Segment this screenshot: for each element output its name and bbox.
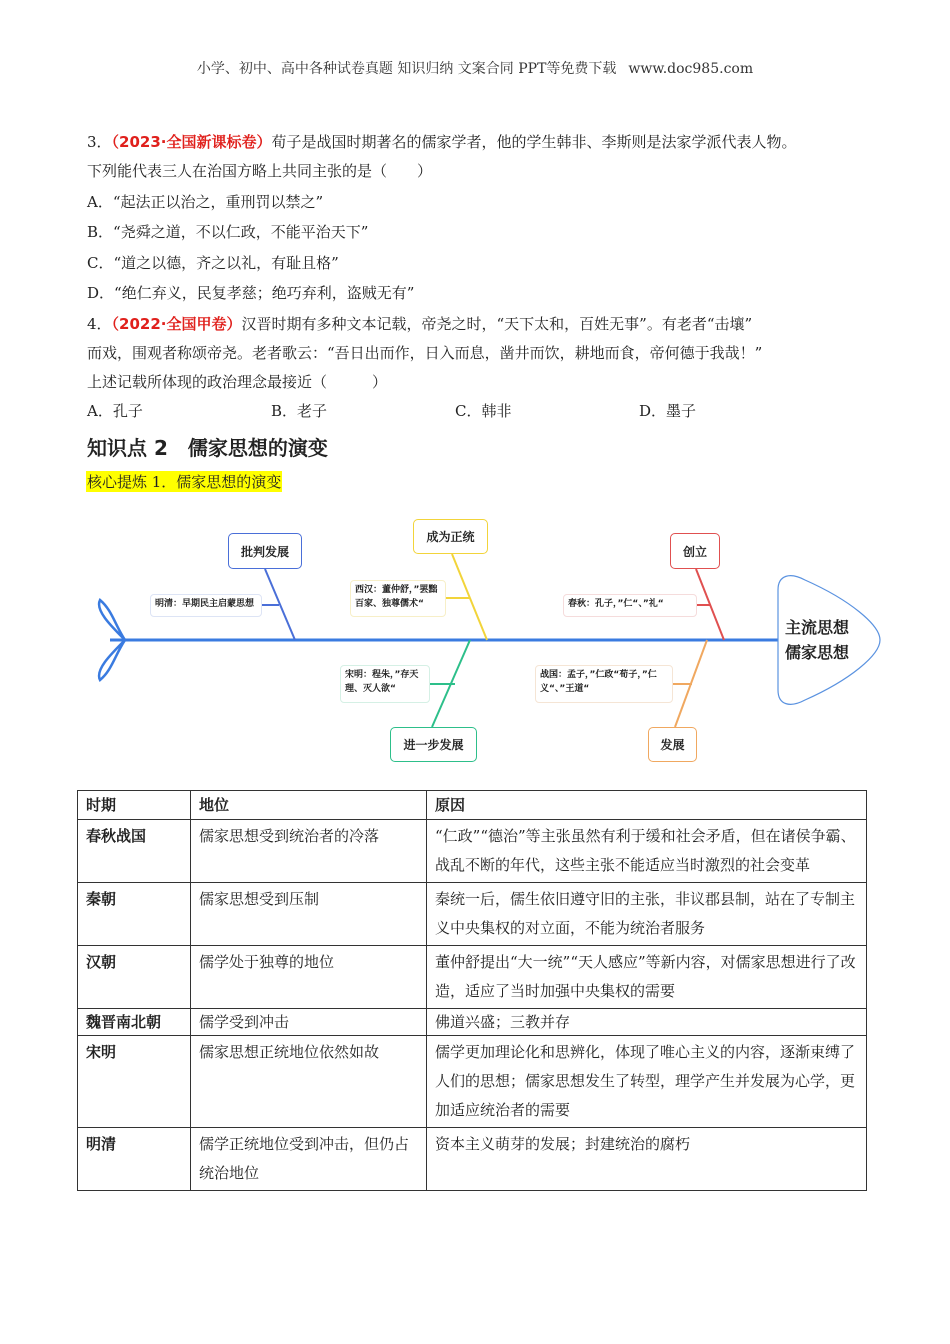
cell-period: 春秋战国 xyxy=(78,820,191,883)
branch-label-founding: 创立 xyxy=(670,533,720,569)
head-line2: 儒家思想 xyxy=(785,643,850,662)
cell-period: 明清 xyxy=(78,1128,191,1191)
cell-period: 汉朝 xyxy=(78,946,191,1009)
section-title: 知识点 2 儒家思想的演变 xyxy=(87,436,328,460)
q4-number: 4． xyxy=(87,315,112,333)
table-row xyxy=(78,946,867,1009)
branch-note-zhanguo: 战国：孟子，”仁政“荀子，”仁义“、”王道“ xyxy=(535,665,673,703)
branch-note-mingqing: 明清：早期民主启蒙思想 xyxy=(150,594,262,617)
cell-period: 魏晋南北朝 xyxy=(78,1009,191,1036)
q3-source: （2023·全国新课标卷） xyxy=(111,133,272,151)
q4-option-a: A．孔子 xyxy=(87,402,143,420)
q4-option-b: B．老子 xyxy=(271,402,328,420)
q3-text1: 荀子是战国时期著名的儒家学者，他的学生韩非、李斯则是法家学派代表人物。 xyxy=(271,133,797,151)
q3-option-d: D．“绝仁弃义，民复孝慈；绝巧弃利，盗贼无有” xyxy=(87,284,415,302)
header-text: 小学、初中、高中各种试卷真题 知识归纳 文案合同 PPT等免费下载 xyxy=(196,61,617,77)
fish-head-label xyxy=(785,615,849,665)
cell-reason: 资本主义萌芽的发展；封建统治的腐朽 xyxy=(427,1128,867,1191)
table-row xyxy=(78,1128,867,1191)
cell-reason: 儒学更加理论化和思辨化，体现了唯心主义的内容，逐渐束缚了人们的思想；儒家思想发生了转型，理学产生并发展为心学，更加适应统治者的需要 xyxy=(427,1036,867,1128)
cell-period: 秦朝 xyxy=(78,883,191,946)
q3-option-a: A．“起法正以治之，重刑罚以禁之” xyxy=(87,193,324,211)
col-period: 时期 xyxy=(78,791,191,820)
branch-note-xihan: 西汉：董仲舒，”罢黜百家、独尊儒术“ xyxy=(350,580,446,617)
table-header-row xyxy=(78,791,867,820)
q4-line2: 而戏，围观者称颂帝尧。老者歌云：“吾日出而作，日入而息，凿井而饮，耕地而食，帝何德于我哉！” xyxy=(87,344,763,362)
cell-reason: 董仲舒提出“大一统”“天人感应”等新内容，对儒家思想进行了改造，适应了当时加强中央集权的需要 xyxy=(427,946,867,1009)
col-status: 地位 xyxy=(191,791,427,820)
q4-line3: 上述记载所体现的政治理念最接近（ ） xyxy=(87,373,388,391)
cell-reason: “仁政”“德治”等主张虽然有利于缓和社会矛盾，但在诸侯争霸、战乱不断的年代，这些主张不能适应当时激烈的社会变革 xyxy=(427,820,867,883)
table-row xyxy=(78,883,867,946)
cell-status: 儒学处于独尊的地位 xyxy=(191,946,427,1009)
header-url[interactable]: www.doc985.com xyxy=(628,61,754,77)
branch-label-development: 发展 xyxy=(648,727,697,762)
table-row xyxy=(78,1009,867,1036)
q3-line2: 下列能代表三人在治国方略上共同主张的是（ ） xyxy=(87,162,433,180)
cell-status: 儒家思想正统地位依然如故 xyxy=(191,1036,427,1128)
cell-reason: 秦统一后，儒生依旧遵守旧的主张，非议郡县制，站在了专制主义中央集权的对立面，不能为统治者服务 xyxy=(427,883,867,946)
cell-status: 儒学受到冲击 xyxy=(191,1009,427,1036)
q4-option-d: D．墨子 xyxy=(639,402,697,420)
q4-text1: 汉晋时期有多种文本记载，帝尧之时，“天下太和，百姓无事”。有老者“击壤” xyxy=(241,315,753,333)
cell-status: 儒家思想受到压制 xyxy=(191,883,427,946)
cell-reason: 佛道兴盛；三教并存 xyxy=(427,1009,867,1036)
q4-option-c: C．韩非 xyxy=(455,402,512,420)
branch-label-orthodox: 成为正统 xyxy=(413,519,488,554)
cell-period: 宋明 xyxy=(78,1036,191,1128)
cell-status: 儒家思想受到统治者的冷落 xyxy=(191,820,427,883)
evolution-table xyxy=(77,790,867,1191)
branch-note-chunqiu: 春秋：孔子，”仁“、”礼“ xyxy=(563,594,697,617)
q3-number: 3． xyxy=(87,133,112,151)
branch-label-critical: 批判发展 xyxy=(228,533,302,569)
branch-label-further: 进一步发展 xyxy=(390,727,477,762)
head-line1: 主流思想 xyxy=(785,618,850,637)
table-row xyxy=(78,820,867,883)
branch-note-songming: 宋明：程朱，”存天理、灭人欲“ xyxy=(340,665,430,703)
cell-status: 儒学正统地位受到冲击，但仍占统治地位 xyxy=(191,1128,427,1191)
q4-source: （2022·全国甲卷） xyxy=(111,315,242,333)
col-reason: 原因 xyxy=(427,791,867,820)
q3-option-b: B．“尧舜之道，不以仁政，不能平治天下” xyxy=(87,223,369,241)
table-row xyxy=(78,1036,867,1128)
section-highlight: 核心提炼 1．儒家思想的演变 xyxy=(87,473,282,491)
q3-option-c: C．“道之以德，齐之以礼，有耻且格” xyxy=(87,254,339,272)
